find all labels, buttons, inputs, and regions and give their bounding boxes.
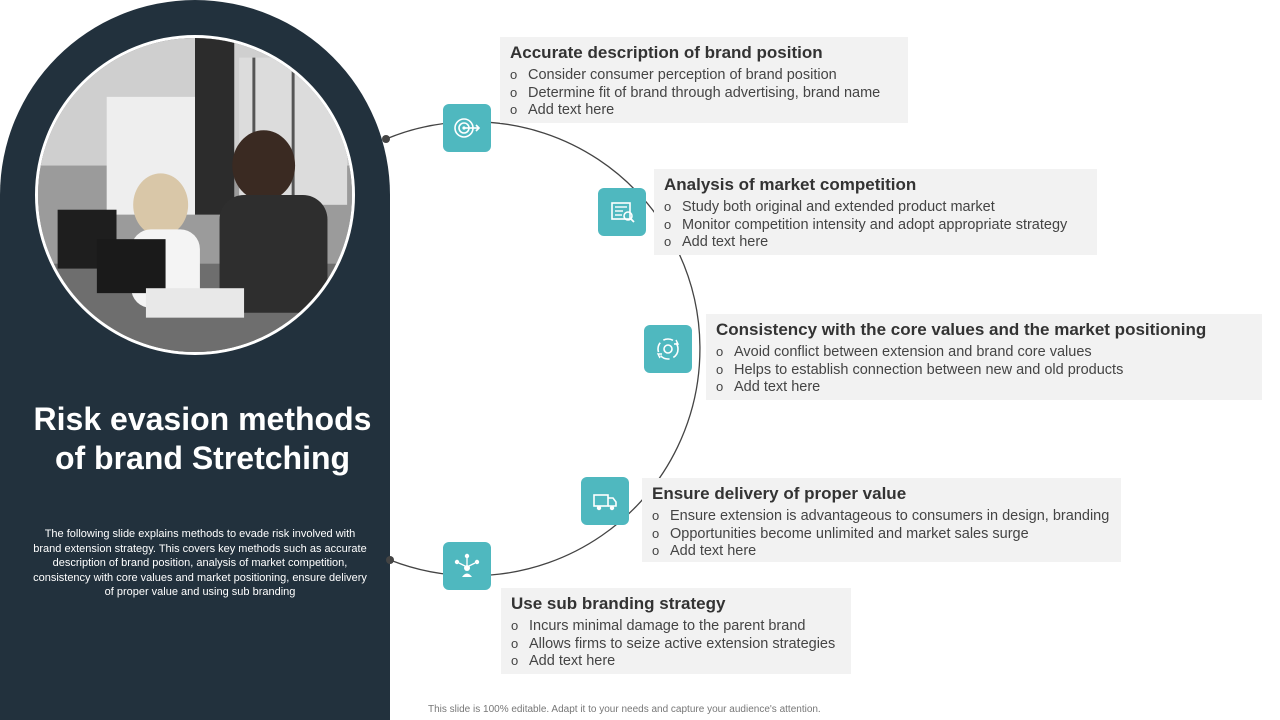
- method-bullet: o Add text here: [664, 234, 1087, 252]
- method-card-sub-branding: [501, 588, 851, 674]
- method-bullet: o Monitor competition intensity and adopt appropriate strategy: [664, 217, 1087, 235]
- method-heading: Analysis of market competition: [664, 175, 917, 194]
- method-heading: Accurate description of brand position: [510, 43, 823, 62]
- method-heading: Use sub branding strategy: [511, 594, 726, 613]
- cycle-icon: [644, 325, 692, 373]
- slide-title: Risk evasion methods of brand Stretching: [33, 401, 372, 476]
- method-bullet: o Add text here: [511, 653, 841, 671]
- method-card-brand-position: [500, 37, 908, 123]
- method-bullet: o Allows firms to seize active extension strategies: [511, 636, 841, 654]
- slide-footer-note: This slide is 100% editable. Adapt it to your needs and capture your audience's attention.: [428, 704, 821, 715]
- method-bullet: o Add text here: [510, 102, 898, 120]
- method-bullet: o Consider consumer perception of brand position: [510, 67, 898, 85]
- method-card-core-values: [706, 314, 1262, 400]
- method-heading: Ensure delivery of proper value: [652, 484, 907, 503]
- method-bullet: o Ensure extension is advantageous to consumers in design, branding: [652, 508, 1111, 526]
- method-bullet: o Determine fit of brand through advertising, brand name: [510, 85, 898, 103]
- method-card-market-competition: [654, 169, 1097, 255]
- slide-description: The following slide explains methods to evade risk involved with brand extension strategy. This covers key methods such as accurate description of brand position, analysis of market competition, consistency with core values and market positioning, ensure delivery of proper value and using sub branding: [33, 528, 367, 598]
- method-bullet: o Helps to establish connection between new and old products: [716, 362, 1252, 380]
- analysis-report-icon: [598, 188, 646, 236]
- method-heading: Consistency with the core values and the market positioning: [716, 320, 1207, 339]
- method-bullet: o Add text here: [652, 543, 1111, 561]
- target-icon: [443, 104, 491, 152]
- method-bullet: o Opportunities become unlimited and market sales surge: [652, 526, 1111, 544]
- method-bullet: o Study both original and extended product market: [664, 199, 1087, 217]
- method-card-proper-value: [642, 478, 1121, 562]
- delivery-truck-icon: [581, 477, 629, 525]
- method-bullet: o Avoid conflict between extension and brand core values: [716, 344, 1252, 362]
- method-bullet: o Incurs minimal damage to the parent brand: [511, 618, 841, 636]
- network-person-icon: [443, 542, 491, 590]
- method-bullet: o Add text here: [716, 379, 1252, 397]
